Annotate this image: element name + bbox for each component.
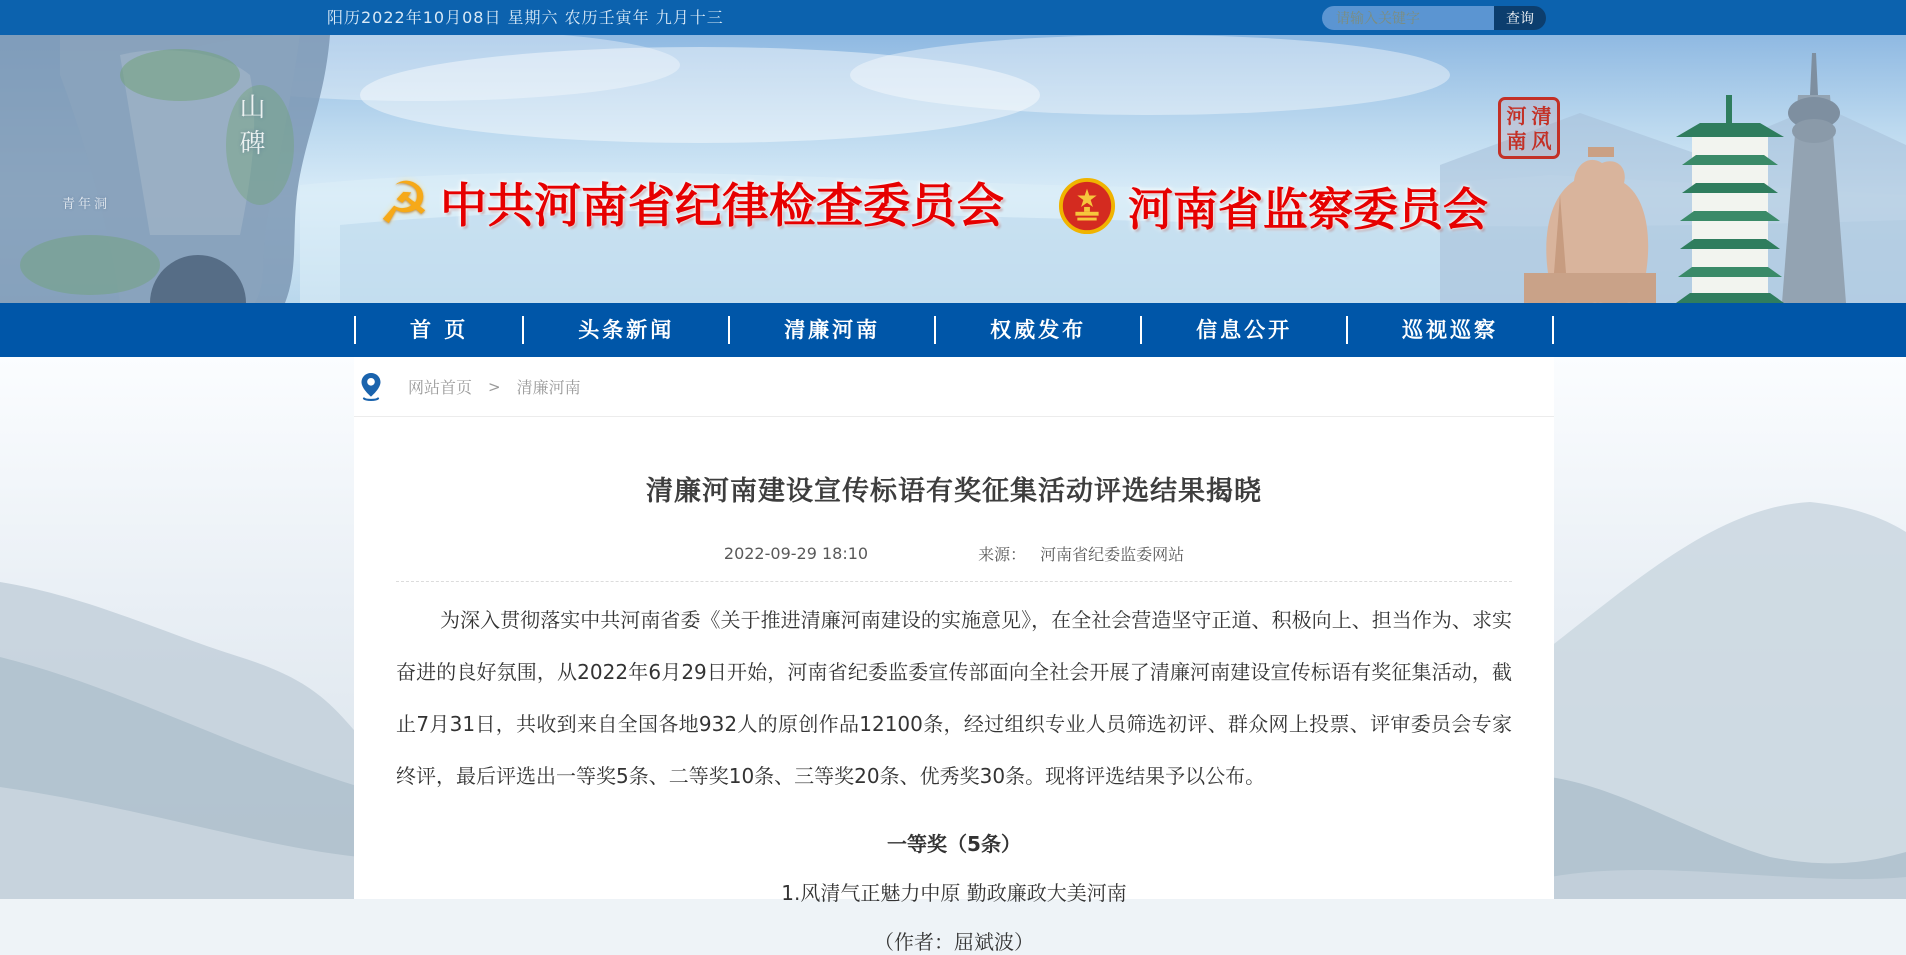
header-banner (0, 35, 1906, 303)
award-heading: 一等奖（5条） (887, 832, 1021, 856)
seal-char: 风 (1531, 128, 1552, 153)
award-author: （作者：屈斌波） (874, 930, 1034, 954)
nav-item-home[interactable]: 首 页 (409, 318, 469, 342)
nav-item-inspection-tour[interactable]: 巡视巡察 (1402, 318, 1499, 342)
top-bar (0, 0, 1906, 35)
seal-stamp (1498, 97, 1560, 159)
publish-datetime: 2022-09-29 18:10 (723, 544, 869, 563)
nav-divider (1552, 316, 1554, 344)
breadcrumb-current-link[interactable]: 清廉河南 (516, 378, 581, 397)
nav-item-authoritative-release[interactable]: 权威发布 (990, 318, 1087, 342)
cliff-small-text: 青年洞 (62, 197, 111, 212)
seal-char: 河 (1506, 103, 1527, 128)
content-card (354, 357, 1554, 954)
seal-char: 南 (1506, 128, 1527, 153)
nav-menu (354, 303, 1554, 357)
search-group (1322, 6, 1546, 30)
nav-item-qinglian-henan[interactable]: 清廉河南 (784, 318, 881, 342)
org-title-supervisory-commission: 河南省监察委员会 (1128, 183, 1489, 236)
source-value: 河南省纪委监委网站 (1040, 545, 1185, 564)
breadcrumb (354, 357, 1554, 417)
article-source (978, 542, 1184, 565)
org-title-discipline-commission: 中共河南省纪律检查委员会 (440, 179, 1004, 234)
nav-item-headlines[interactable]: 头条新闻 (578, 318, 675, 342)
location-pin-icon (360, 372, 382, 402)
cliff-calligraphy-text: 山碑 (235, 93, 265, 165)
national-emblem-icon (1058, 177, 1116, 235)
party-emblem-icon: ☭ (378, 168, 430, 237)
meta-divider (396, 581, 1512, 582)
main-navbar (0, 303, 1906, 357)
breadcrumb-separator: > (488, 377, 501, 396)
calendar-date-text: 阳历2022年10月08日 星期六 农历壬寅年 九月十三 (327, 8, 724, 27)
award-item: 1.风清气正魅力中原 勤政廉政大美河南 (781, 881, 1127, 905)
article-paragraph: 为深入贯彻落实中共河南省委《关于推进清廉河南建设的实施意见》，在全社会营造坚守正道、积极向上、担当作为、求实奋进的良好氛围，从2022年6月29日开始，河南省纪委监委宣传部面向全社会开展了清廉河南建设宣传标语有奖征集活动，截止7月31日，共收到来自全国各地932人的原创作品12100条，经过组织专业人员筛选初评、群众网上投票、评审委员会专家终评，最后评选出一等奖5条、二等奖10条、三等奖20条、优秀奖30条。现将评选结果予以公布。 (396, 608, 1512, 788)
breadcrumb-home-link[interactable]: 网站首页 (408, 378, 473, 397)
nav-item-information-disclosure[interactable]: 信息公开 (1196, 318, 1293, 342)
search-input[interactable] (1322, 6, 1494, 30)
source-label: 来源： (978, 545, 1027, 564)
org-title-group-2 (1058, 173, 1488, 238)
search-button[interactable]: 查询 (1494, 6, 1546, 30)
article-title: 清廉河南建设宣传标语有奖征集活动评选结果揭晓 (646, 476, 1262, 507)
article-meta (396, 542, 1512, 565)
org-title-group-1 (378, 169, 1004, 236)
article (354, 469, 1554, 955)
seal-char: 清 (1531, 103, 1552, 128)
